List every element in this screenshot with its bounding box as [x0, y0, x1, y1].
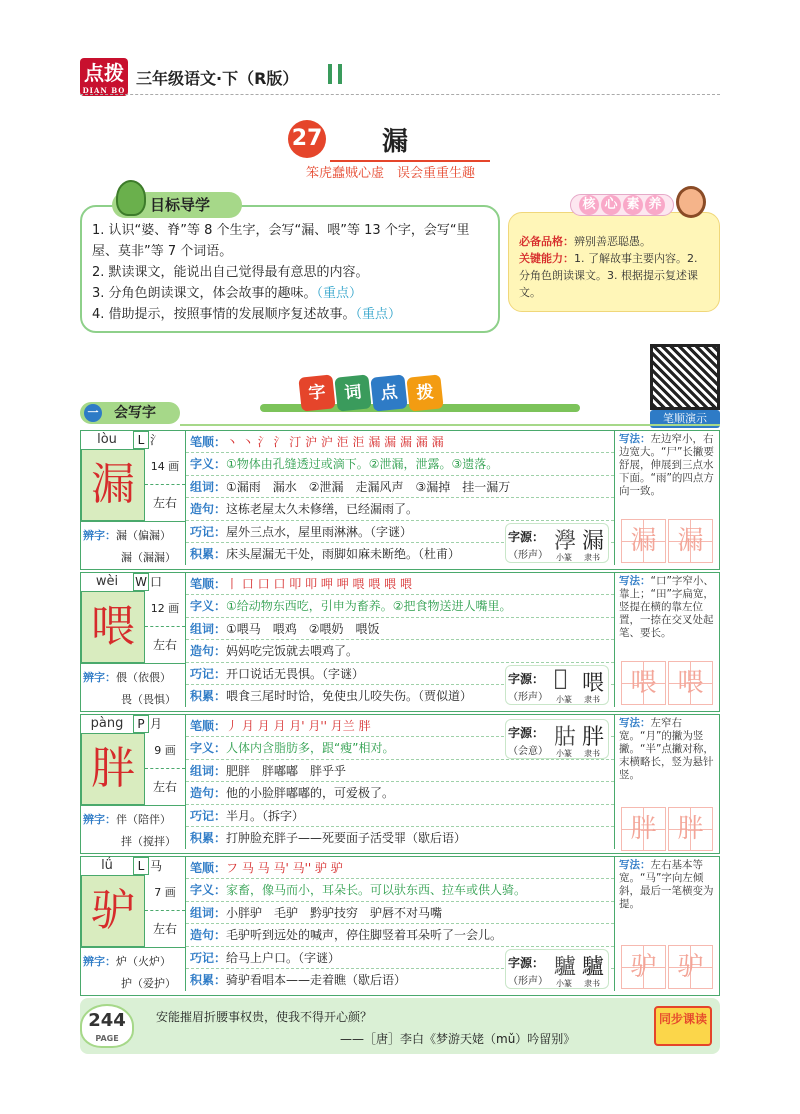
distinguish-chars: 辨字：漏（偏漏） 漏（漏漏）	[81, 521, 185, 571]
sentence: 造句：他的小脸胖嘟嘟的，可爱极了。	[186, 782, 614, 804]
big-character: 胖	[81, 733, 145, 805]
meaning: 字义：①给动物东西吃，引申为畜养。②把食物送进人嘴里。	[186, 595, 614, 617]
banner-block: 词	[334, 374, 371, 411]
tracing-box[interactable]: 胖	[621, 807, 666, 851]
lesson-number: 27	[288, 120, 326, 158]
character-origin: 字源： （形声） 㶅 漏 小篆 隶书	[505, 523, 609, 563]
meaning: 字义：人体内含脂肪多，跟“瘦”相对。	[186, 737, 614, 759]
word-group: 组词：①漏雨 漏水 ②泄漏 走漏风声 ③漏掉 挂一漏万	[186, 476, 614, 498]
meaning: 字义：家畜，像马而小，耳朵长。可以驮东西、拉车或供人骑。	[186, 879, 614, 901]
accumulation: 积累：骑驴看唱本——走着瞧（歇后语）	[190, 972, 407, 987]
banner-block: 字	[298, 374, 335, 411]
stroke-count: 7 画	[145, 875, 185, 911]
stroke-count: 14 画	[145, 449, 185, 485]
banner-block: 拨	[406, 374, 443, 411]
meaning: 字义：①物体由孔缝透过或滴下。②泄漏，泄露。③遗落。	[186, 453, 614, 475]
stroke-demo-label[interactable]: 笔顺演示	[650, 410, 720, 428]
big-character: 驴	[81, 875, 145, 947]
goals-list	[92, 220, 492, 325]
mascot-icon	[116, 180, 146, 216]
character-origin: 字源： （形声） 𠸗 喂 小篆 隶书	[505, 665, 609, 705]
page-number: 244 PAGE	[80, 1004, 134, 1048]
sentence: 造句：这栋老屋太久未修缮，已经漏雨了。	[186, 498, 614, 520]
book-title: 三年级语文·下（R版）	[136, 69, 299, 88]
radical: 马	[149, 859, 162, 873]
tracing-box[interactable]: 喂	[621, 661, 666, 705]
header-decoration	[328, 64, 342, 84]
header-divider	[80, 94, 720, 95]
focus-tag: （重点）	[355, 307, 402, 322]
goal-item: 2. 默读课文，能说出自己觉得最有意思的内容。	[92, 265, 369, 280]
practice-grid[interactable]	[621, 661, 715, 705]
memory-tip: 巧记：给马上户口。（字谜）	[186, 947, 614, 969]
word-group: 组词：小胖驴 毛驴 黔驴技穷 驴唇不对马嘴	[186, 902, 614, 924]
char-card-喂	[80, 572, 720, 712]
lesson-motto: 笨虎蠢贼心虚 误会重重生趣	[306, 166, 476, 181]
character-origin: 字源： （会意） 𦙶 胖 小篆 隶书	[505, 719, 609, 759]
index-letter: L	[133, 857, 149, 875]
pinyin: lòu	[97, 432, 117, 447]
sentence: 造句：毛驴听到远处的喊声，停住脚竖着耳朵听了一会儿。	[186, 924, 614, 946]
index-letter: P	[133, 715, 149, 733]
qr-code[interactable]	[650, 344, 720, 410]
big-character: 漏	[81, 449, 145, 521]
writing-tips: 写法：左右基本等宽。“马”字向左倾斜，最后一笔横变为提。	[619, 859, 714, 910]
goal-item: 3. 分角色朗读课文，体会故事的趣味。（重点）	[92, 286, 363, 301]
quote-source: ——［唐］李白《梦游天姥（mǔ）吟留别》	[340, 1032, 576, 1046]
sentence: 造句：妈妈吃完饭就去喂鸡了。	[186, 640, 614, 662]
girl-icon	[676, 186, 706, 218]
memory-tip: 巧记：屋外三点水，屋里雨淋淋。（字谜）	[186, 521, 614, 543]
section-heading: 一 会写字	[80, 402, 180, 424]
char-card-驴	[80, 856, 720, 996]
goal-item: 1. 认识“婆、脊”等 8 个生字，会写“漏、喂”等 13 个字，会写“里屋、莫非”等 7 个词语。	[92, 223, 470, 259]
goal-item: 4. 借助提示，按照事情的发展顺序复述故事。（重点）	[92, 307, 402, 322]
tracing-box[interactable]: 驴	[621, 945, 666, 989]
accumulation: 积累：喂食三尾时时饸，免使虫儿咬失伤。（贾似道）	[190, 688, 473, 703]
structure: 左右	[152, 496, 177, 510]
core-literacy-panel: 必备品格：辨别善恶聪愚。 关键能力：1. 了解故事主要内容。2. 分角色朗读课文。3. 根据提示复述课文。	[508, 212, 720, 312]
memory-tip: 巧记：半月。（拆字）	[186, 805, 614, 827]
index-letter: L	[133, 431, 149, 449]
char-card-胖	[80, 714, 720, 854]
index-letter: W	[133, 573, 149, 591]
tracing-box[interactable]: 驴	[668, 945, 713, 989]
lesson-title: 漏	[382, 127, 409, 157]
goals-heading: 目标导学	[112, 192, 242, 218]
stroke-count: 9 画	[145, 733, 185, 769]
zi-ci-dian-bo-banner	[300, 376, 500, 410]
section-divider	[180, 424, 720, 426]
structure: 左右	[152, 922, 177, 936]
character-origin: 字源： （形声） 驢 驢 小篆 隶书	[505, 949, 609, 989]
distinguish-chars: 辨字：伴（陪伴） 拌（搅拌）	[81, 805, 185, 855]
tracing-box[interactable]: 漏	[621, 519, 666, 563]
writing-tips: 写法：左窄右宽。“月”的撇为竖撇。“半”点撇对称，末横略长，竖为悬针竖。	[619, 717, 714, 781]
accumulation: 积累：打肿脸充胖子——死要面子活受罪（歇后语）	[190, 830, 467, 845]
practice-grid[interactable]	[621, 807, 715, 851]
stroke-order: 笔顺：フ 马 马 马' 马'' 驴 驴	[186, 857, 614, 879]
pinyin: lǘ	[101, 858, 113, 873]
sync-reading-logo: 同步课读	[654, 1006, 712, 1046]
word-group: 组词：肥胖 胖嘟嘟 胖乎乎	[186, 760, 614, 782]
pinyin: wèi	[95, 574, 119, 589]
distinguish-chars: 辨字：偎（依偎） 畏（畏惧）	[81, 663, 185, 713]
distinguish-chars: 辨字：炉（火炉） 护（爱护）	[81, 947, 185, 997]
word-group: 组词：①喂马 喂鸡 ②喂奶 喂饭	[186, 618, 614, 640]
stroke-count: 12 画	[145, 591, 185, 627]
char-card-漏	[80, 430, 720, 570]
stroke-order: 笔顺：丶 丶 氵 氵 汀 沪 沪 洰 洰 漏 漏 漏 漏 漏	[186, 431, 614, 453]
writing-tips: 写法：左边窄小，右边宽大。“尸”长撇要舒展，伸展到三点水下面。“雨”的四点方向一致。	[619, 433, 714, 497]
brand-logo: 点拨 DIAN BO	[80, 58, 128, 96]
stroke-order: 笔顺：丿 月 月 月 月' 月'' 月兰 胖	[186, 715, 614, 737]
structure: 左右	[152, 638, 177, 652]
quote-line: 安能摧眉折腰事权贵，使我不得开心颜？	[156, 1010, 373, 1024]
stroke-order: 笔顺：丨 口 口 口 叩 叩 呷 呷 喂 喂 喂 喂	[186, 573, 614, 595]
focus-tag: （重点）	[316, 286, 363, 301]
tracing-box[interactable]: 漏	[668, 519, 713, 563]
pinyin: pàng	[90, 716, 124, 731]
tracing-box[interactable]: 喂	[668, 661, 713, 705]
writing-tips: 写法：“口”字窄小、靠上；“田”字扁宽，竖提在横的靠左位置，一捺在交叉处起笔、要长。	[619, 575, 714, 639]
radical: 氵	[149, 433, 162, 447]
structure: 左右	[152, 780, 177, 794]
practice-grid[interactable]	[621, 945, 715, 989]
memory-tip: 巧记：开口说话无畏惧。（字谜）	[186, 663, 614, 685]
radical: 口	[149, 575, 162, 589]
tracing-box[interactable]: 胖	[668, 807, 713, 851]
banner-block: 点	[370, 374, 407, 411]
practice-grid[interactable]	[621, 519, 715, 563]
core-literacy-heading: 核 心 素 养	[570, 194, 674, 216]
big-character: 喂	[81, 591, 145, 663]
radical: 月	[149, 717, 162, 731]
accumulation: 积累：床头屋漏无干处，雨脚如麻未断绝。（杜甫）	[190, 546, 461, 561]
